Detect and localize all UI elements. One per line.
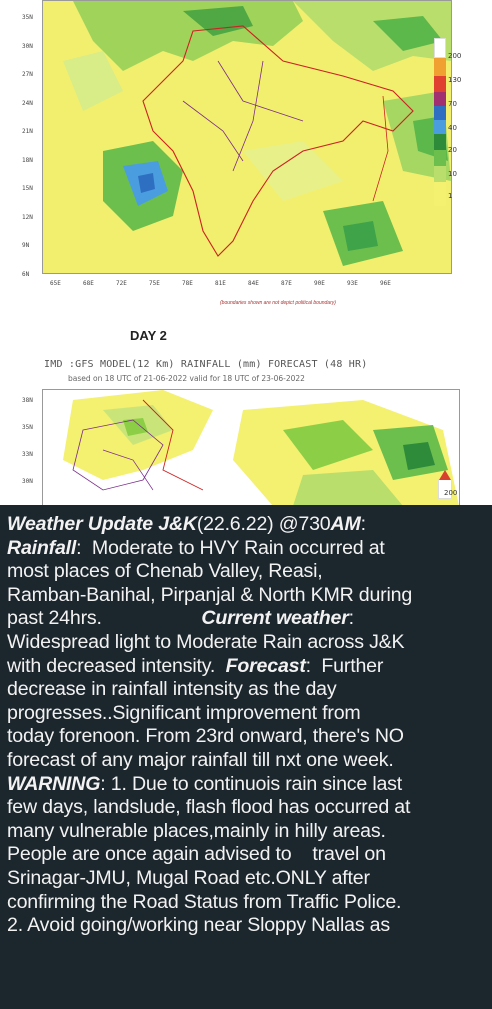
weather-bulletin-text: [7, 513, 491, 938]
bulletin-line: [7, 560, 491, 584]
map1-lon-tick: 72E: [116, 280, 127, 287]
map1-lat-tick: 27N: [22, 71, 33, 78]
bulletin-line: [7, 725, 491, 749]
bulletin-line: [7, 914, 491, 938]
bulletin-line: [7, 537, 491, 561]
bulletin-line: [7, 584, 491, 608]
map2-title: IMD :GFS MODEL(12 Km) RAINFALL (mm) FORECAST (48 HR): [44, 359, 368, 370]
bulletin-text: : Moderate to HVY Rain occurred at: [76, 536, 385, 559]
bulletin-text: Ramban-Banihal, Pirpanjal & North KMR during: [7, 583, 413, 606]
bulletin-heading: AM: [330, 513, 361, 535]
bulletin-text: Srinagar-JMU, Mugal Road etc.ONLY after: [7, 866, 370, 889]
rainfall-map-day2: [20, 345, 472, 505]
bulletin-line: [7, 513, 491, 537]
bulletin-line: [7, 655, 491, 679]
map2-rainfall-field: [43, 390, 459, 506]
bulletin-text: progresses..Significant improvement from: [7, 701, 361, 724]
bulletin-text: many vulnerable places,mainly in hilly areas.: [7, 819, 386, 842]
map1-lon-tick: 93E: [347, 280, 358, 287]
bulletin-text: :: [360, 513, 366, 535]
bulletin-heading: Forecast: [225, 654, 306, 677]
map2-colorbar-arrow: [439, 470, 451, 480]
map1-lon-tick: 78E: [182, 280, 193, 287]
map1-lat-tick: 15N: [22, 185, 33, 192]
map2-subtitle: based on 18 UTC of 21-06-2022 valid for 18 UTC of 23-06-2022: [68, 374, 305, 383]
bulletin-text: :: [348, 607, 354, 630]
bulletin-text: forecast of any major rainfall till nxt one week.: [7, 748, 394, 771]
bulletin-text: : Further: [305, 654, 384, 677]
bulletin-line: [7, 607, 491, 631]
map1-lat-tick: 12N: [22, 213, 33, 221]
bulletin-line: [7, 867, 491, 891]
bulletin-line: [7, 749, 491, 773]
map1-colorbar-tick: 40: [448, 124, 457, 132]
map1-colorbar-tick: 1: [448, 192, 453, 200]
map1-lon-tick: 68E: [83, 280, 94, 287]
map1-colorbar-tick: 130: [448, 76, 462, 84]
map2-lat-tick: 30N: [22, 478, 33, 485]
map1-lat-tick: 6N: [22, 270, 30, 278]
map2-colorbar-label: 200: [444, 489, 458, 497]
bulletin-text: today forenoon. From 23rd onward, there's NO: [7, 725, 404, 748]
map1-lon-tick: 81E: [215, 280, 226, 287]
bulletin-line: [7, 631, 491, 655]
map1-lat-tick: 30N: [22, 42, 33, 50]
map2-lat-tick: 35N: [22, 424, 33, 431]
map2-frame: [42, 389, 460, 507]
bulletin-line: [7, 843, 491, 867]
map1-lon-tick: 84E: [248, 280, 259, 287]
bulletin-heading: WARNING: [7, 772, 101, 795]
map1-lat-tick: 24N: [22, 99, 33, 107]
bulletin-text: past 24hrs.: [7, 607, 202, 630]
map1-colorbar-tick: 70: [448, 100, 457, 108]
bulletin-text: (22.6.22) @730: [196, 513, 331, 535]
map1-frame: [42, 0, 452, 274]
bulletin-heading: Rainfall: [7, 536, 77, 559]
bulletin-heading: Weather Update J&K: [7, 513, 197, 535]
bulletin-text: People are once again advised to travel on: [7, 843, 386, 866]
bulletin-text: with decreased intensity.: [7, 654, 226, 677]
map1-lon-tick: 90E: [314, 280, 325, 287]
map1-lat-tick: 9N: [22, 242, 30, 249]
bulletin-text: Widespread light to Moderate Rain across J&K: [7, 630, 405, 653]
bulletin-heading: Current weather: [201, 607, 349, 630]
bulletin-text: 2. Avoid going/working near Sloppy Nallas as: [7, 914, 390, 937]
map1-lon-tick: 96E: [380, 280, 391, 287]
bulletin-text: : 1. Due to continuois rain since last: [100, 772, 403, 795]
map2-lat-tick: 38N: [22, 397, 33, 404]
map1-disclaimer: (boundaries shown are not depict political boundary): [220, 300, 336, 306]
map1-colorbar-tick: 10: [448, 170, 457, 178]
bulletin-line: [7, 678, 491, 702]
bulletin-text: most places of Chenab Valley, Reasi,: [7, 560, 323, 583]
map1-colorbar-tick: 200: [448, 52, 462, 60]
map1-colorbar: [434, 38, 446, 204]
rainfall-map-day1: [20, 0, 468, 318]
bulletin-line: [7, 773, 491, 797]
map1-colorbar-tick: 20: [448, 146, 457, 154]
bulletin-line: [7, 820, 491, 844]
map1-lon-tick: 87E: [281, 280, 292, 287]
map2-lat-tick: 33N: [22, 451, 33, 458]
map1-lat-tick: 21N: [22, 128, 33, 135]
day-label: DAY 2: [130, 328, 167, 343]
map1-lat-tick: 35N: [22, 14, 33, 21]
map1-lon-tick: 75E: [149, 280, 160, 287]
bulletin-line: [7, 796, 491, 820]
map1-rainfall-field: [43, 1, 451, 273]
bulletin-line: [7, 702, 491, 726]
weather-bulletin-panel: [0, 505, 492, 1009]
bulletin-text: few days, landslude, flash flood has occurred at: [7, 796, 411, 819]
bulletin-text: decrease in rainfall intensity as the day: [7, 678, 337, 701]
bulletin-line: [7, 891, 491, 915]
bulletin-text: confirming the Road Status from Traffic Police.: [7, 890, 402, 913]
map1-lon-tick: 65E: [50, 280, 61, 287]
map1-lat-tick: 18N: [22, 156, 33, 164]
